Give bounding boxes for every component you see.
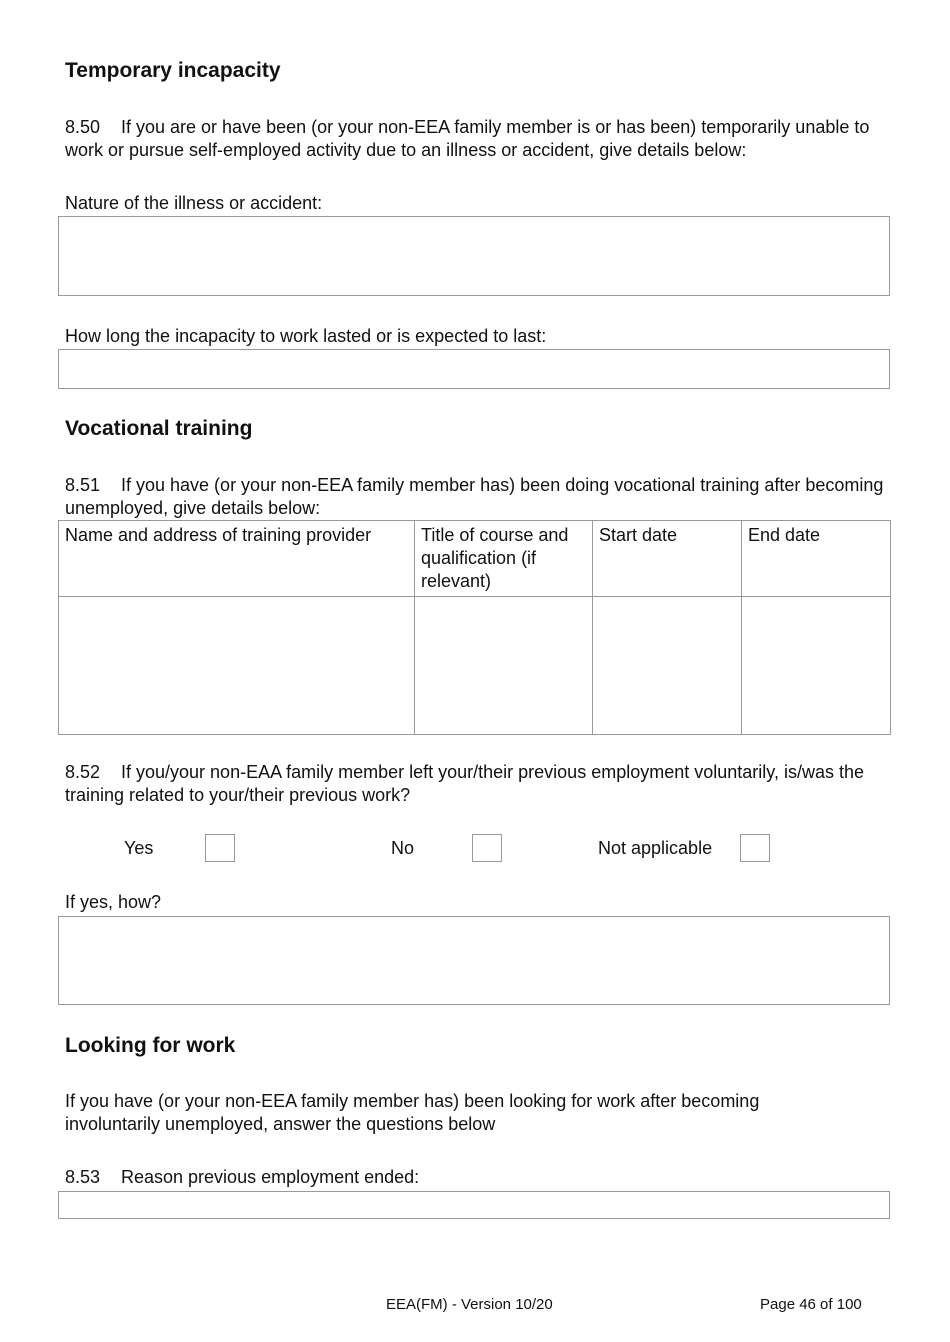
reason-input[interactable]	[58, 1191, 890, 1219]
training-table	[58, 520, 891, 735]
col-header-end-date: End date	[742, 521, 891, 597]
question-8-50	[65, 116, 895, 162]
if-yes-label: If yes, how?	[65, 892, 162, 912]
question-number: 8.52	[65, 762, 101, 782]
col-header-start-date: Start date	[593, 521, 742, 597]
cell-start-date[interactable]	[593, 597, 742, 735]
looking-intro: If you have (or your non-EEA family member has) been looking for work after becoming involuntarily unemployed, answer the questions below	[65, 1091, 760, 1134]
question-text: If you are or have been (or your non-EEA family member is or has been) temporarily unable to work or pursue self-employed activity due to an illness or accident, give details below:	[65, 117, 870, 160]
question-text: If you/your non-EAA family member left your/their previous employment voluntarily, is/was the training related to your/their previous work?	[65, 762, 864, 805]
no-checkbox[interactable]	[472, 834, 502, 862]
heading-vocational-training: Vocational training	[65, 417, 253, 440]
yes-checkbox[interactable]	[205, 834, 235, 862]
cell-end-date[interactable]	[742, 597, 891, 735]
question-8-51	[65, 474, 895, 520]
col-header-course: Title of course and qualification (if relevant)	[415, 521, 593, 597]
question-8-52	[65, 761, 895, 807]
col-header-provider: Name and address of training provider	[59, 521, 415, 597]
heading-looking-for-work: Looking for work	[65, 1034, 236, 1057]
table-row	[59, 597, 891, 735]
if-yes-input[interactable]	[58, 916, 890, 1005]
question-number: 8.51	[65, 475, 101, 495]
option-no-label: No	[391, 838, 415, 858]
question-number: 8.50	[65, 117, 101, 137]
duration-input[interactable]	[58, 349, 890, 389]
option-yes-label: Yes	[124, 838, 154, 858]
nature-label: Nature of the illness or accident:	[65, 193, 323, 213]
cell-provider[interactable]	[59, 597, 415, 735]
cell-course[interactable]	[415, 597, 593, 735]
footer-version: EEA(FM) - Version 10/20	[386, 1296, 553, 1313]
heading-temporary-incapacity: Temporary incapacity	[65, 59, 281, 82]
footer-page-number: Page 46 of 100	[760, 1296, 862, 1313]
option-not-applicable-label: Not applicable	[598, 838, 713, 858]
not-applicable-checkbox[interactable]	[740, 834, 770, 862]
duration-label: How long the incapacity to work lasted or is expected to last:	[65, 326, 547, 346]
question-8-53	[65, 1166, 895, 1189]
table-header-row	[59, 521, 891, 597]
question-text: If you have (or your non-EEA family member has) been doing vocational training after becoming unemployed, give details below:	[65, 475, 884, 518]
nature-input[interactable]	[58, 216, 890, 296]
question-text: Reason previous employment ended:	[121, 1167, 420, 1187]
question-number: 8.53	[65, 1167, 101, 1187]
